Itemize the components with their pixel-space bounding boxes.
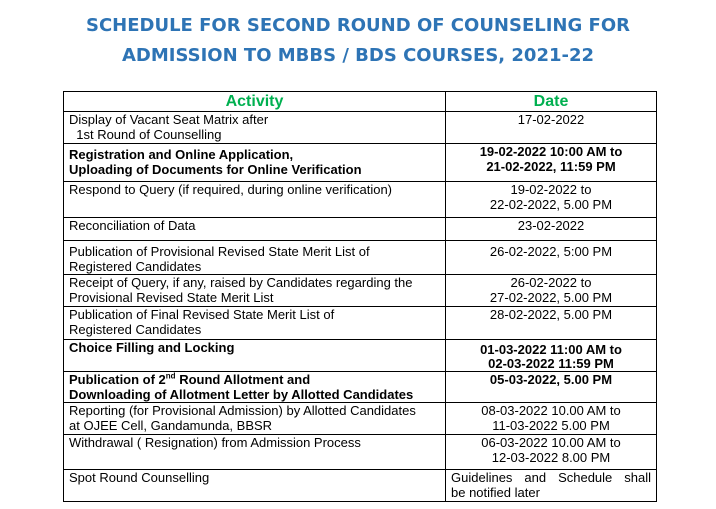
date-cell: 01-03-2022 11:00 AM to 02-03-2022 11:59 PM xyxy=(446,340,657,372)
activity-header: Activity xyxy=(64,92,446,112)
activity-cell: Withdrawal ( Resignation) from Admission Process xyxy=(64,435,446,470)
activity-cell: Publication of Provisional Revised State Merit List of Registered Candidates xyxy=(64,241,446,275)
activity-cell: Publication of 2nd Round Allotment and Downloading of Allotment Letter by Allotted Candidates xyxy=(64,372,446,403)
date-header: Date xyxy=(446,92,657,112)
table-row xyxy=(64,182,657,218)
document-title-line2: ADMISSION TO MBBS / BDS COURSES, 2021-22 xyxy=(121,45,595,66)
activity-cell: Reconciliation of Data xyxy=(64,218,446,241)
document-title-line1: SCHEDULE FOR SECOND ROUND OF COUNSELING FOR xyxy=(86,15,630,36)
date-cell: 26-02-2022 to 27-02-2022, 5.00 PM xyxy=(446,275,657,307)
table-row xyxy=(64,340,657,372)
table-row xyxy=(64,241,657,275)
table-row xyxy=(64,372,657,403)
activity-cell: Display of Vacant Seat Matrix after 1st Round of Counselling xyxy=(64,112,446,144)
table-row xyxy=(64,403,657,435)
table-row xyxy=(64,307,657,340)
table-row xyxy=(64,470,657,502)
activity-cell: Publication of Final Revised State Merit List of Registered Candidates xyxy=(64,307,446,340)
table-row xyxy=(64,218,657,241)
date-cell: 08-03-2022 10.00 AM to 11-03-2022 5.00 PM xyxy=(446,403,657,435)
activity-cell: Reporting (for Provisional Admission) by Allotted Candidates at OJEE Cell, Gandamunda, BBSR xyxy=(64,403,446,435)
table-row xyxy=(64,435,657,470)
schedule-table xyxy=(63,91,657,502)
date-cell: 05-03-2022, 5.00 PM xyxy=(446,372,657,403)
date-cell: 17-02-2022 xyxy=(446,112,657,144)
activity-cell: Spot Round Counselling xyxy=(64,470,446,502)
date-cell: 26-02-2022, 5:00 PM xyxy=(446,241,657,275)
activity-cell: Respond to Query (if required, during online verification) xyxy=(64,182,446,218)
date-cell: 23-02-2022 xyxy=(446,218,657,241)
table-row xyxy=(64,144,657,182)
date-cell: 19-02-2022 to 22-02-2022, 5.00 PM xyxy=(446,182,657,218)
table-row xyxy=(64,112,657,144)
date-cell: 06-03-2022 10.00 AM to 12-03-2022 8.00 PM xyxy=(446,435,657,470)
activity-cell: Choice Filling and Locking xyxy=(64,340,446,372)
date-cell: Guidelines and Schedule shall be notified later xyxy=(446,470,657,502)
activity-cell: Receipt of Query, if any, raised by Candidates regarding the Provisional Revised State Merit List xyxy=(64,275,446,307)
date-cell: 19-02-2022 10:00 AM to 21-02-2022, 11:59 PM xyxy=(446,144,657,182)
activity-cell: Registration and Online Application, Uploading of Documents for Online Verification xyxy=(64,144,446,182)
date-cell: 28-02-2022, 5.00 PM xyxy=(446,307,657,340)
table-row xyxy=(64,275,657,307)
